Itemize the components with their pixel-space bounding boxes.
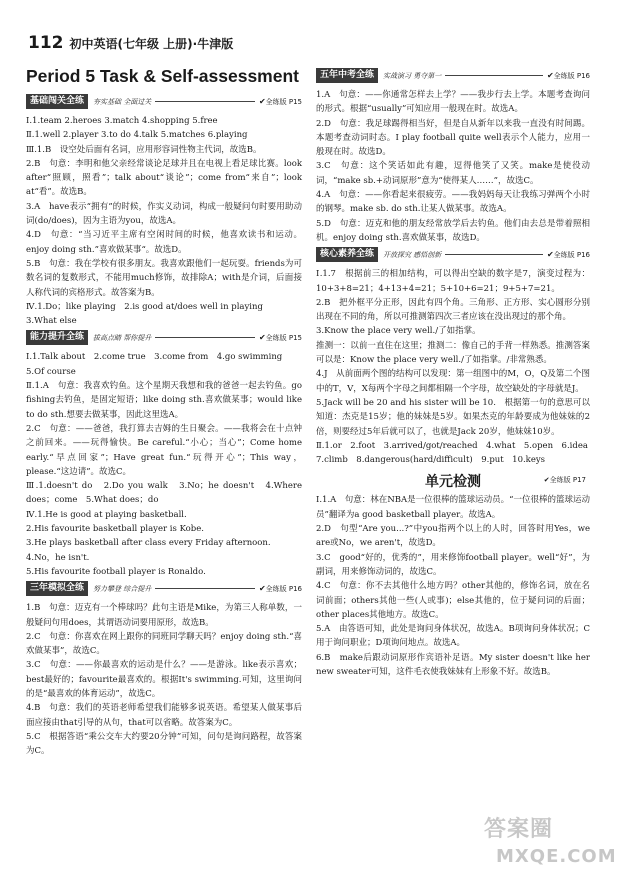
answer-line: 2.His favourite basketball player is Kobe. bbox=[26, 524, 204, 535]
right-column bbox=[316, 66, 590, 679]
answer-line: 2.B 句意：李明和他父亲经常谈论足球并且在电视上看足球比赛。look after“照顾，照看”；talk about“谈论”；come from“来自”；look at“看”。故选B。 bbox=[26, 158, 302, 198]
answer-line: 3.What else bbox=[26, 316, 77, 327]
divider bbox=[445, 254, 543, 255]
reference-text: 全练版 P15 bbox=[265, 333, 302, 342]
page-number: 112 bbox=[28, 33, 64, 53]
watermark-url: MXQE.COM bbox=[496, 846, 617, 867]
answer-line: 3.Know the place very well./了如指掌。 bbox=[316, 326, 481, 337]
reference-text: 全练版 P15 bbox=[265, 97, 302, 106]
answer-line: 4.No，he isn't. bbox=[26, 552, 90, 563]
section-reference bbox=[259, 584, 302, 594]
answer-line: 5.Of course bbox=[26, 366, 76, 377]
section-ability bbox=[26, 330, 302, 579]
section-subtitle: 夯实基础 全面过关 bbox=[93, 97, 152, 106]
answer-line: 3.He plays basketball after class every Friday afternoon. bbox=[26, 538, 271, 549]
answer-line: Ⅰ.1.A 句意：林在NBA是一位很棒的篮球运动员。“一位很棒的篮球运动员”翻译为a good basketball player。故选A。 bbox=[316, 495, 590, 520]
unit-test-header bbox=[316, 471, 590, 491]
divider bbox=[155, 588, 255, 589]
section-title: 基础闯关全练 bbox=[26, 94, 88, 109]
answer-line: Ⅲ.1.B 设空处后面有名词，应用形容词性物主代词，故选B。 bbox=[26, 144, 262, 155]
answer-line: 2.C 句意：——爸爸，我打算去吉姆的生日聚会。——我将会在十点钟之前回来。——玩得愉快。Be careful.“小心；当心”；Come home early.“早点回家”；Have great fun.“玩得开心”；This way，please.“这边请”。故选C。 bbox=[26, 423, 302, 477]
section-title: 核心素养全练 bbox=[316, 247, 378, 262]
answer-line: 6.B make后跟动词原形作宾语补足语。My sister doesn't like her new sweater可知，这件毛衣使我妹妹有上形象不好。故选B。 bbox=[316, 652, 590, 677]
unit-test-title: 单元检测 bbox=[425, 474, 481, 491]
section-header bbox=[26, 330, 302, 345]
answer-line: Ⅳ.1.He is good at playing basketball. bbox=[26, 509, 187, 520]
answer-line: 1.A 句意：——你通常怎样去上学？——我步行去上学。本题考查询问的形式。根据“usually”可知应用一般现在时。故选A。 bbox=[316, 90, 590, 115]
section-reference bbox=[544, 475, 586, 485]
section-header bbox=[316, 247, 590, 262]
divider bbox=[155, 101, 255, 102]
answer-line: Ⅱ.1.well 2.player 3.to do 4.talk 5.matches 6.playing bbox=[26, 130, 248, 141]
section-literacy bbox=[316, 247, 590, 467]
answer-line: 4.B 句意：我们的英语老师希望我们能够多说英语。希望某人做某事后面应接由that引导的从句，that可以省略。故答案为C。 bbox=[26, 703, 302, 728]
section-reference bbox=[547, 71, 590, 81]
check-icon: ✔ bbox=[258, 332, 266, 342]
answer-line: 推测一：以前一直住在这里；推测二：像自己的手背一样熟悉。推测答案可以是：Know the place very well./了如指掌。/非常熟悉。 bbox=[316, 340, 590, 366]
watermark bbox=[484, 812, 617, 874]
answer-line: 2.D 句型“Are you...?”中you指两个以上的人时，回答时用Yes，we are或No，we aren't，故选D。 bbox=[316, 524, 590, 549]
answer-line: 1.B 句意：迈克有一个棒球吗？此句主语是Mike，为第三人称单数，一般疑问句用does，其谓语动词要用原形，故选B。 bbox=[26, 603, 302, 628]
section-title: 五年中考全练 bbox=[316, 68, 378, 83]
section-exam bbox=[316, 68, 590, 245]
section-subtitle: 拔高点睛 帮你提升 bbox=[93, 333, 152, 342]
answer-line: 4.A 句意：——你看起来很疲劳。——我妈妈每天让我练习弹两个小时的钢琴。make sb. do sth.让某人做某事。故选A。 bbox=[316, 190, 590, 215]
answer-line: Ⅰ.1.7 根据前三的相加结构，可以得出空缺的数字是7，演变过程为：10+3+8=21；4+13+4=21；5+10+6=21；9+5+7=21。 bbox=[316, 269, 590, 294]
check-icon: ✔ bbox=[543, 476, 550, 485]
answer-line: Ⅲ.1.doesn't do 2.Do you walk 3.No；he doesn't 4.Where does；come 5.What does；do bbox=[26, 481, 302, 506]
divider bbox=[445, 75, 543, 76]
watermark-text: 答案圈 bbox=[484, 817, 554, 842]
answer-line: 3.A have表示“拥有”的时候，作实义动词，构成一般疑问句时要用助动词(do/does)，因为主语为you，故选A。 bbox=[26, 201, 302, 227]
section-reference bbox=[547, 250, 590, 260]
check-icon: ✔ bbox=[258, 583, 266, 593]
section-subtitle: 实战演习 勇夺第一 bbox=[383, 71, 442, 80]
answer-line: 3.C 句意：——你最喜欢的运动是什么？——是游泳。like表示喜欢；best最好的；favourite最喜欢的。根据It's swimming.可知，这里询问的是“最喜欢的体育运动”，故选C。 bbox=[26, 660, 302, 699]
answer-line: 5.His favourite football player is Ronaldo. bbox=[26, 566, 206, 577]
answer-line: 4.J 从前面两个图的结构可以发现：第一组图中的M，O，Q及第二个图中的T，V，X每两个字母之间都相隔一个字母，故空缺处的字母就是J。 bbox=[316, 369, 590, 394]
section-header bbox=[26, 94, 302, 109]
reference-text: 全练版 P17 bbox=[549, 476, 586, 485]
answer-line: 5.Jack will be 20 and his sister will be 10. 根据第一句的意思可以知道：杰克是15岁；他的妹妹是5岁。如果杰克的年龄要成为他妹妹的2倍，则要经过5年后就可以了，也就是Jack 20岁，他妹妹10岁。 bbox=[316, 397, 590, 437]
answer-line: 5.D 句意：迈克和他的朋友经常放学后去钓鱼。他们由去总是带着照相机。enjoy doing sth.喜欢做某事，故选D。 bbox=[316, 218, 590, 243]
check-icon: ✔ bbox=[546, 249, 554, 259]
section-subtitle: 努力攀登 综合提升 bbox=[93, 584, 152, 593]
answer-line: 4.C 句意：你不去其他什么地方吗？other其他的，修饰名词，放在名词前面；others其他一些(人或事)；else其他的，位于疑问词的后面；other places其他地方。故选C。 bbox=[316, 581, 590, 620]
section-title: 能力提升全练 bbox=[26, 330, 88, 345]
section-title: 三年模拟全练 bbox=[26, 581, 88, 596]
answer-line: 3.C 句意：这个笑话如此有趣，逗得他笑了又笑。make是使役动词，“make sb.+动词原形”意为“使得某人……”，故选C。 bbox=[316, 161, 590, 186]
answer-line: 7.climb 8.dangerous(hard/difficult) 9.put 10.keys bbox=[316, 455, 546, 466]
section-header bbox=[26, 581, 302, 596]
section-subtitle: 开放探究 感悟创新 bbox=[383, 250, 442, 259]
section-reference bbox=[259, 333, 302, 343]
answer-line: Ⅱ.1.or 2.foot 3.arrived/got/reached 4.what 5.open 6.idea bbox=[316, 440, 588, 451]
section-reference bbox=[259, 97, 302, 107]
answer-line: Ⅳ.1.Do；like playing 2.is good at/does well in playing bbox=[26, 301, 263, 312]
check-icon: ✔ bbox=[258, 96, 266, 106]
answer-line: 5.A 由答语可知，此处是询问身体状况，故选A。B项询问身体状况；C用于询问职业；D项询问地点。故选A。 bbox=[316, 624, 590, 649]
answer-line: 3.C good“好的，优秀的”，用来修饰football player。well“好”，为副词，用来修饰动词的，故选C。 bbox=[316, 552, 590, 577]
answer-line: Ⅰ.1.team 2.heroes 3.match 4.shopping 5.free bbox=[26, 116, 218, 126]
book-title: 初中英语(七年级 上册)·牛津版 bbox=[69, 37, 234, 51]
section-unit-test bbox=[316, 471, 590, 679]
answer-line: 2.D 句意：我足球踢得相当好，但是自从新年以来我一直没有时间踢。本题考查动词时态。I play football quite well表示个人能力，应用一般现在时。故选D。 bbox=[316, 118, 590, 158]
reference-text: 全练版 P16 bbox=[265, 584, 302, 593]
answer-line: 2.C 句意：你喜欢在网上跟你的同班同学聊天吗？enjoy doing sth.“喜欢做某事”，故选C。 bbox=[26, 631, 302, 657]
answer-line: 5.B 句意：我在学校有很多朋友。我喜欢跟他们一起玩耍。friends为可数名词的复数形式，不能用much修饰，故排除A；with是介词，后面接人称代词的宾格形式。故答案为B。 bbox=[26, 258, 302, 298]
section-mock bbox=[26, 581, 302, 758]
reference-text: 全练版 P16 bbox=[553, 71, 590, 80]
answer-line: 2.B 把外框平分正形，因此有四个角。三角形、正方形、实心圆形分别出现在不同的角，所以可推测第四次三者应该在没出现过的那个角。 bbox=[316, 297, 590, 323]
answer-line: Ⅱ.1.A 句意：我喜欢钓鱼。这个星期天我想和我的爸爸一起去钓鱼。go fishing去钓鱼，是固定短语；like doing sth.喜欢做某事；would like to do sth.想要去做某事，因此这里选A。 bbox=[26, 381, 302, 420]
section-basic bbox=[26, 94, 302, 328]
period-title: Period 5 Task & Self-assessment bbox=[26, 66, 299, 86]
section-header bbox=[316, 68, 590, 83]
check-icon: ✔ bbox=[546, 70, 554, 80]
divider bbox=[155, 337, 255, 338]
page-header bbox=[28, 33, 233, 55]
left-column bbox=[26, 66, 302, 758]
answer-line: 5.C 根据答语“乘公交车大约要20分钟”可知，问句是询问路程，故答案为C。 bbox=[26, 731, 302, 757]
reference-text: 全练版 P16 bbox=[553, 250, 590, 259]
answer-line: Ⅰ.1.Talk about 2.come true 3.come from 4.go swimming bbox=[26, 352, 283, 363]
answer-line: 4.D 句意：“当习近平主席有空闲时间的时候，他喜欢读书和运动。enjoy doing sth.”喜欢做某事“。故选D。 bbox=[26, 230, 302, 255]
